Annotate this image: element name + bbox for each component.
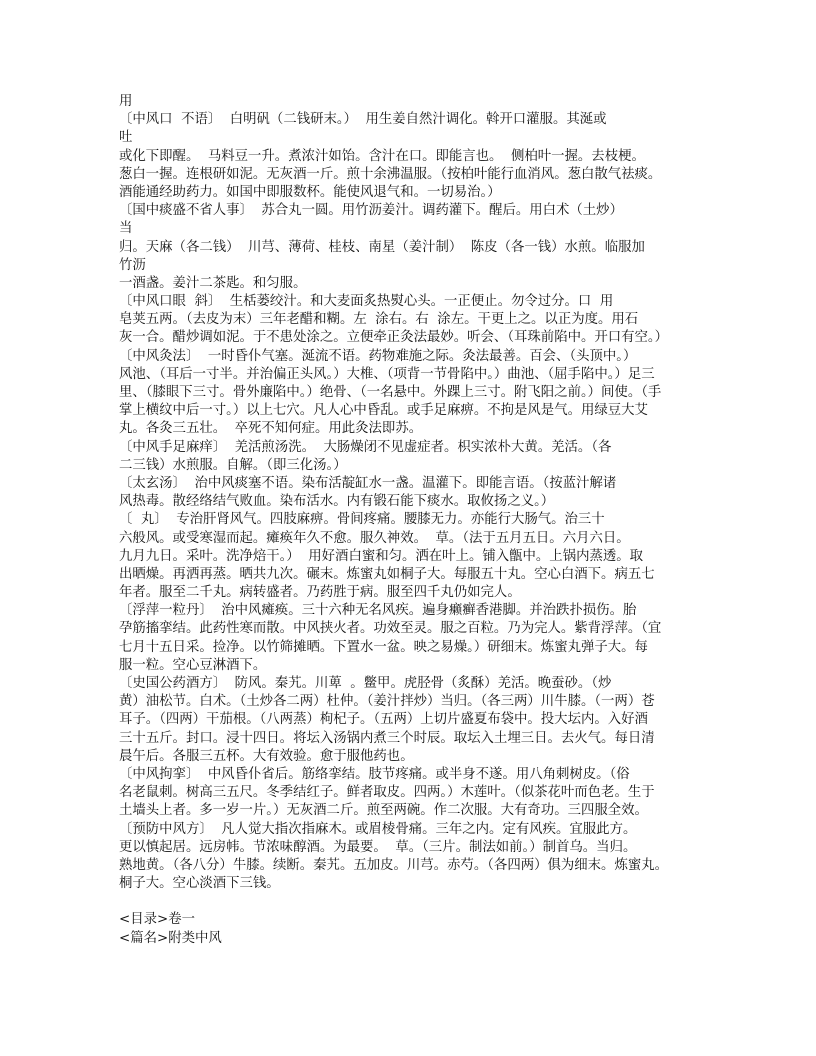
text-line: 丸。各灸三五壮。 卒死不知何症。用此灸法即苏。 [119,421,423,437]
section-gap [119,893,699,911]
text-line: 名老鼠刺。树高三五尺。冬季结红子。鲜者取皮。四两。）木莲叶。（似茶花叶而色老。生于 [119,785,655,801]
document-footer [119,911,699,947]
text-line: 灰一合。醋炒调如泥。于不患处涂之。立便牵正灸法最妙。听会、（耳珠前陷中。开口有空。） [119,330,669,346]
text-line: 年者。服至二千丸。病转盛者。乃药胜于病。服至四千丸仍如完人。 [119,585,521,601]
text-line: 更以慎起居。远房帏。节浓味醇酒。为最要。 草。（三片。制法如前。）制首乌。当归。 [119,839,637,855]
text-line: 六般风。或受寒湿而起。瘫痪年久不愈。服久神效。 草。（法于五月五日。六月六日。 [119,530,630,546]
document-page [119,93,699,948]
text-line: 〔太玄汤〕 治中风痰塞不语。染布活靛缸水一盏。温灌下。即能言语。（按蓝汁解诸 [119,475,617,491]
text-line: 晨午后。各服三五杯。大有效验。愈于服他药也。 [119,748,414,764]
text-line: 服一粒。空心豆淋酒下。 [119,657,267,673]
text-line: 七月十五日采。捡净。以竹筛摊晒。下置水一盆。映之易燥。）研细末。炼蜜丸弹子大。每 [119,639,648,655]
text-line: 吐 [119,130,133,146]
text-line: 风池、（耳后一寸半。并治偏正头风。）大椎、（项背一节骨陷中。）曲池、（屈手陷中。）足三 [119,366,655,382]
text-line: 酒能通经助药力。如国中即服数杯。能使风退气和。一切易治。） [119,184,501,200]
text-line: 掌上横纹中后一寸。）以上七穴。凡人心中昏乱。或手足麻痹。不拘是风是气。用绿豆大艾 [119,403,648,419]
text-line: 一酒盏。姜汁二茶匙。和匀服。 [119,275,307,291]
text-line: 土墙头上者。多一岁一片。）无灰酒二斤。煎至两碗。作二次服。大有奇功。三四服全效。 [119,803,648,819]
text-line: 〔中风口 不语〕 白明矾（二钱研末。） 用生姜自然汁调化。斡开口灌服。其涎或 [119,112,607,128]
text-line: 桐子大。空心淡酒下三钱。 [119,876,280,892]
text-line: 〔中风口眼 斜〕 生栝蒌绞汁。和大麦面炙热熨心头。一正便止。勿令过分。口 用 [119,294,614,310]
text-line: 〔预防中风方〕 凡人觉大指次指麻木。或眉棱骨痛。三年之内。定有风疾。宜服此方。 [119,821,637,837]
text-line: 皂荚五两。（去皮为末）三年老醋和糊。左 涂右。右 涂左。干更上之。以正为度。用石 [119,312,639,328]
text-line: 出晒燥。再洒再蒸。晒共九次。碾末。炼蜜丸如桐子大。每服五十丸。空心白酒下。病五七 [119,566,655,582]
text-line: 〔 丸〕 专治肝肾风气。四肢麻痹。骨间疼痛。腰膝无力。亦能行大肠气。治三十 [119,512,605,528]
catalog-label: <目录>卷一 [119,912,196,928]
text-line: 归。天麻（各二钱） 川芎、薄荷、桂枝、南星（姜汁制） 陈皮（各一钱）水煎。临服加 [119,239,645,255]
text-line: 〔中风手足麻痒〕 羌活煎汤洗。 大肠燥闭不见虚症者。枳实浓朴大黄。羌活。（各 [119,439,612,455]
text-line: 竹沥 [119,257,146,273]
text-line: 熟地黄。（各八分）牛膝。续断。秦艽。五加皮。川芎。赤芍。（各四两）俱为细末。炼蜜丸。 [119,857,669,873]
text-line: 孕筋搐挛结。此药性寒而散。中风挟火者。功效至灵。服之百粒。乃为完人。紫背浮萍。（宜 [119,621,662,637]
text-line: 葱白一握。连根研如泥。无灰酒一斤。煎十余沸温服。（按柏叶能行血消风。葱白散气祛痰。 [119,166,662,182]
text-line: 或化下即醒。 马料豆一升。煮浓汁如饴。含汁在口。即能言也。 侧柏叶一握。去枝梗。 [119,148,645,164]
text-line: 三十五斤。封口。浸十四日。将坛入汤锅内煮三个时辰。取坛入土埋三日。去火气。每日清 [119,730,655,746]
chapter-name-label: <篇名>附类中风 [119,930,222,946]
text-line: 〔中风灸法〕 一时昏仆气塞。涎流不语。药物难施之际。灸法最善。百会、（头顶中。） [119,348,637,364]
text-line: 当 [119,221,133,237]
text-line: 〔国中痰盛不省人事〕 苏合丸一圆。用竹沥姜汁。调药灌下。醒后。用白术（土炒） [119,203,623,219]
text-line: 用 [119,94,133,109]
text-line: 里、（膝眼下三寸。骨外廉陷中。）绝骨、（一名悬中。外踝上三寸。附飞阳之前。）间使。（手 [119,385,662,400]
text-line: 九月九日。采叶。洗净焙干。） 用好酒白蜜和匀。洒在叶上。铺入甑中。上锅内蒸透。取 [119,548,644,564]
text-line: 黄）油松节。白术。（土炒各二两）杜仲。（姜汁拌炒）当归。（各三两）川牛膝。（一两）苍 [119,694,655,710]
text-line: 耳子。（四两）干茄根。（八两蒸）枸杞子。（五两）上切片盛夏布袋中。投大坛内。入好酒 [119,712,648,728]
text-line: 二三钱）水煎服。自解。（即三化汤。） [119,457,347,473]
text-line: 〔史国公药酒方〕 防风。秦艽。川萆 。鳖甲。虎胫骨（炙酥）羌活。晚蚕砂。（炒 [119,676,612,691]
text-line: 〔中风拘挛〕 中风昏仆省后。筋络挛结。肢节疼痛。或半身不遂。用八角刺树皮。（俗 [119,766,630,782]
document-body [119,93,699,893]
text-line: 〔浮萍一粒丹〕 治中风瘫痪。三十六种无名风疾。遍身癞癣香港脚。并治跌扑损伤。胎 [119,603,637,619]
text-line: 风热毒。散经络结气败血。染布活水。内有锻石能下痰水。取攸扬之义。） [119,494,555,510]
